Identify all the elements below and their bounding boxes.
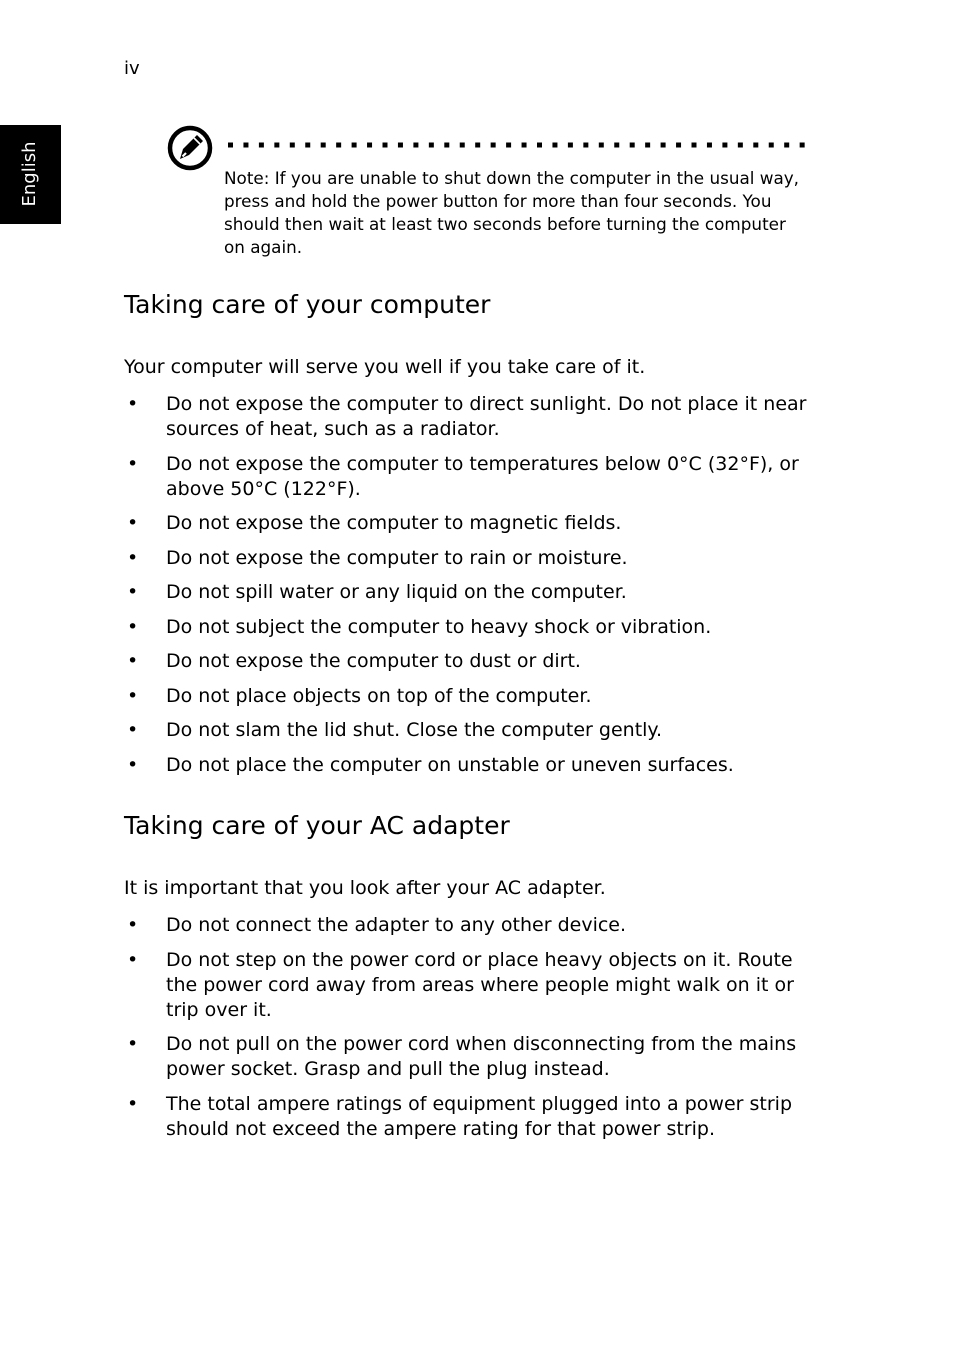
- list-item: [124, 546, 814, 571]
- list-item: [124, 753, 814, 778]
- list-item-text: Do not expose the computer to magnetic fields.: [166, 512, 622, 534]
- list-item-text: Do not subject the computer to heavy shock or vibration.: [166, 615, 712, 638]
- bullet-marker: •: [127, 512, 139, 534]
- heading-care-adapter: Taking care of your AC adapter: [124, 811, 510, 840]
- care-adapter-list: [124, 913, 814, 1151]
- list-item-text: Do not pull on the power cord when disconnecting from the mains power socket. Grasp and pull the plug instead.: [166, 1033, 797, 1080]
- bullet-marker: •: [127, 684, 139, 707]
- list-item: [124, 1032, 814, 1082]
- care-computer-list: [124, 392, 814, 787]
- bullet-marker: •: [127, 393, 139, 415]
- list-item: [124, 452, 814, 502]
- list-item: [124, 615, 814, 640]
- bullet-marker: •: [127, 546, 139, 569]
- list-item: [124, 649, 814, 674]
- list-item-text: Do not expose the computer to temperatures below 0°C (32°F), or above 50°C (122°F).: [166, 452, 799, 500]
- list-item-text: The total ampere ratings of equipment plugged into a power strip should not exceed the ampere rating for that power strip.: [166, 1092, 792, 1140]
- bullet-marker: •: [127, 1092, 139, 1115]
- note-dotted-rule: [226, 141, 812, 149]
- side-tab-label: English: [19, 141, 40, 207]
- list-item-text: Do not expose the computer to dust or dirt.: [166, 650, 581, 672]
- list-item: [124, 718, 814, 743]
- bullet-marker: •: [127, 753, 139, 776]
- list-item: [124, 1092, 814, 1142]
- list-item: [124, 392, 814, 442]
- language-side-tab: [0, 125, 61, 224]
- list-item-text: Do not expose the computer to direct sunlight. Do not place it near sources of heat, such as a radiator.: [166, 393, 807, 440]
- list-item-text: Do not connect the adapter to any other device.: [166, 914, 627, 936]
- bullet-marker: •: [127, 650, 139, 672]
- list-item-text: Do not expose the computer to rain or moisture.: [166, 546, 628, 569]
- list-item-text: Do not step on the power cord or place heavy objects on it. Route the power cord away from areas where people might walk on it or trip over it.: [166, 948, 794, 1021]
- list-item-text: Do not slam the lid shut. Close the computer gently.: [166, 719, 662, 741]
- bullet-marker: •: [127, 615, 139, 638]
- bullet-marker: •: [127, 1033, 139, 1055]
- bullet-marker: •: [127, 948, 139, 971]
- list-item-text: Do not place the computer on unstable or uneven surfaces.: [166, 753, 734, 776]
- bullet-marker: •: [127, 452, 139, 475]
- bullet-marker: •: [127, 581, 139, 603]
- list-item: [124, 580, 814, 605]
- intro-care-computer: Your computer will serve you well if you take care of it.: [124, 356, 646, 378]
- bullet-marker: •: [127, 719, 139, 741]
- intro-care-adapter: It is important that you look after your AC adapter.: [124, 877, 606, 899]
- list-item: [124, 511, 814, 536]
- list-item-text: Do not place objects on top of the computer.: [166, 684, 592, 707]
- heading-care-computer: Taking care of your computer: [124, 290, 491, 319]
- list-item-text: Do not spill water or any liquid on the computer.: [166, 581, 627, 603]
- page-number: iv: [124, 58, 140, 79]
- list-item: [124, 684, 814, 709]
- list-item: [124, 913, 814, 938]
- list-item: [124, 948, 814, 1023]
- pen-in-circle-icon: [166, 124, 214, 172]
- bullet-marker: •: [127, 914, 139, 936]
- note-text: Note: If you are unable to shut down the computer in the usual way, press and hold the power button for more than four seconds. You should then wait at least two seconds before turning the computer on again.: [224, 168, 800, 257]
